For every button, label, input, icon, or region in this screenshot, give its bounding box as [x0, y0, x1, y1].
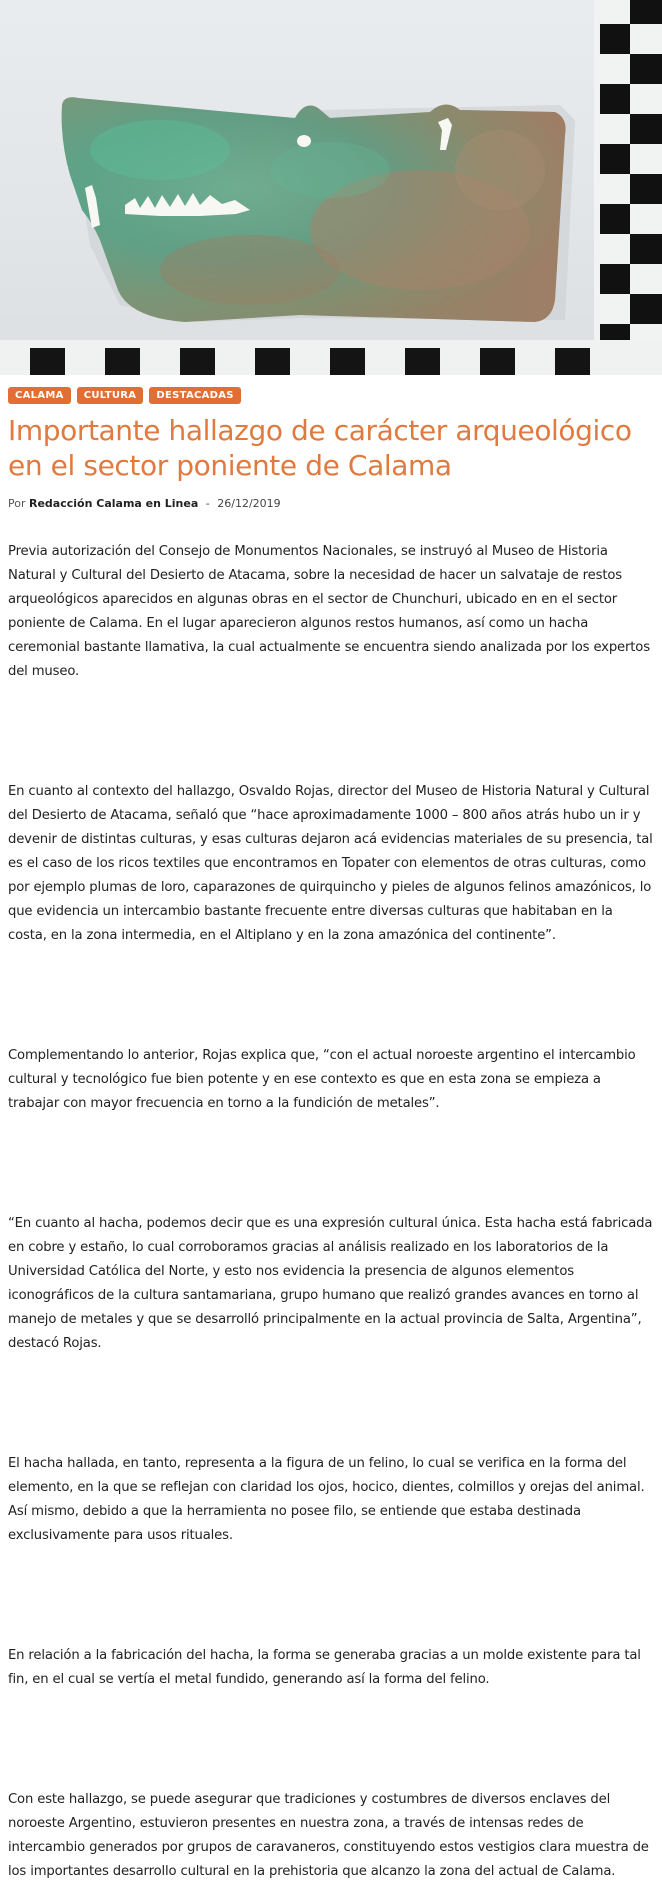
article-paragraph: “En cuanto al hacha, podemos decir que es una expresión cultural única. Esta hacha está fabricada en cobre y estaño, lo cual corroboramos gracias al análisis realizado en los laboratorios de la Universidad Católica del Norte, y esto nos evidencia la presencia de algunos elementos iconográficos de la cultura santamariana, grupo humano que realizó grandes avances en torno al manejo de metales y que se desarrolló principalmente en la actual provincia de Salta, Argentina”, destacó Rojas.	[8, 1216, 653, 1351]
tag-calama[interactable]: CALAMA	[8, 387, 71, 404]
axe-photo-icon	[0, 0, 662, 375]
byline-prefix: Por	[8, 497, 26, 510]
tag-destacadas[interactable]: DESTACADAS	[149, 387, 240, 404]
article-paragraph: En cuanto al contexto del hallazgo, Osvaldo Rojas, director del Museo de Historia Natural y Cultural del Desierto de Atacama, señaló que “hace aproximadamente 1000 – 800 años atrás hubo un ir y devenir de distintas culturas, y esas culturas dejaron acá evidencias materiales de su presencia, tal es el caso de los ricos textiles que encontramos en Topater con elementos de otras culturas, como por ejemplo plumas de loro, caparazones de quirquincho y pieles de algunos felinos amazónicos, lo que evidencia un intercambio bastante frecuente entre diversas culturas que habitaban en la costa, en la zona intermedia, en el Altiplano y en la zona amazónica del continente”.	[8, 784, 653, 943]
article-paragraph: En relación a la fabricación del hacha, la forma se generaba gracias a un molde existente para tal fin, en el cual se vertía el metal fundido, generando así la forma del felino.	[8, 1648, 641, 1687]
author-link[interactable]: Redacción Calama en Linea	[29, 497, 199, 510]
article-paragraph: Con este hallazgo, se puede asegurar que tradiciones y costumbres de diversos enclaves del noroeste Argentino, estuvieron presentes en nuestra zona, a través de intensas redes de intercambio generados por grupos de caravaneros, constituyendo estos vestigios clara muestra de los importantes desarrollo cultural en la prehistoria que alcanzo la zona del actual de Calama.	[8, 1792, 649, 1879]
article-paragraph: El hacha hallada, en tanto, representa a la figura de un felino, lo cual se verifica en la forma del elemento, en la que se reflejan con claridad los ojos, hocico, dientes, colmillos y orejas del animal. Así mismo, debido a que la herramienta no posee filo, se entiende que estaba destinada exclusivamente para usos rituales.	[8, 1456, 645, 1543]
hero-image	[0, 0, 662, 375]
article-body	[0, 510, 662, 1884]
article-title: Importante hallazgo de carácter arqueológico en el sector poniente de Calama	[8, 414, 632, 482]
article-paragraph: Complementando lo anterior, Rojas explica que, “con el actual noroeste argentino el intercambio cultural y tecnológico fue bien potente y en ese contexto es que en esta zona se empieza a trabajar con mayor frecuencia en torno a la fundición de metales”.	[8, 1048, 636, 1111]
category-tags	[0, 375, 662, 404]
publish-date: 26/12/2019	[217, 497, 281, 510]
article-paragraph: Previa autorización del Consejo de Monumentos Nacionales, se instruyó al Museo de Historia Natural y Cultural del Desierto de Atacama, sobre la necesidad de hacer un salvataje de restos arqueológicos aparecidos en algunas obras en el sector de Chunchuri, ubicado en en el sector poniente de Calama. En el lugar aparecieron algunos restos humanos, así como un hacha ceremonial bastante llamativa, la cual actualmente se encuentra siendo analizada por los expertos del museo.	[8, 544, 650, 679]
article-meta	[0, 483, 662, 510]
tag-cultura[interactable]: CULTURA	[77, 387, 144, 404]
meta-separator: -	[205, 497, 210, 510]
